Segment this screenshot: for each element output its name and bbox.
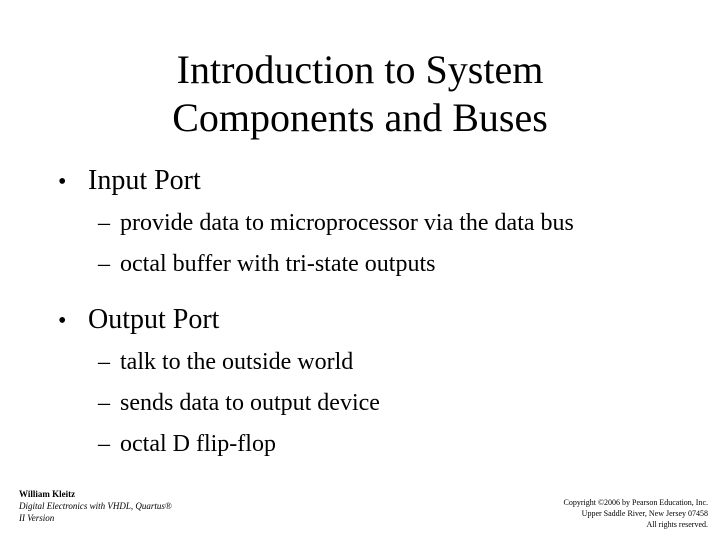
footer-book-line-2: II Version — [19, 513, 55, 523]
footer-copyright-line-2: Upper Saddle River, New Jersey 07458 — [581, 509, 708, 518]
bullet-label: Output Port — [88, 304, 220, 335]
sub-item — [98, 424, 698, 465]
bullet-icon: • — [58, 308, 67, 334]
sub-item — [98, 244, 698, 285]
dash-icon: – — [98, 251, 110, 277]
sub-item-text: provide data to microprocessor via the data bus — [120, 210, 574, 236]
sub-item-text: sends data to output device — [120, 390, 380, 416]
dash-icon: – — [98, 210, 110, 236]
dash-icon: – — [98, 349, 110, 375]
bullet-output-port — [58, 299, 698, 465]
sub-item — [98, 342, 698, 383]
sub-list — [98, 342, 698, 465]
sub-item-text: octal D flip-flop — [120, 431, 276, 457]
bullet-label: Input Port — [88, 165, 201, 196]
bullet-list — [58, 160, 698, 477]
bullet-input-port — [58, 160, 698, 285]
title-line-2: Components and Buses — [172, 95, 548, 140]
footer-copyright-block — [488, 497, 708, 530]
sub-item-text: octal buffer with tri-state outputs — [120, 251, 436, 277]
sub-item — [98, 203, 698, 244]
title-line-1: Introduction to System — [176, 47, 544, 92]
footer-book-line-1: Digital Electronics with VHDL, Quartus® — [19, 501, 172, 511]
dash-icon: – — [98, 431, 110, 457]
footer-copyright-line-3: All rights reserved. — [646, 520, 708, 529]
sub-item-text: talk to the outside world — [120, 349, 354, 375]
sub-item — [98, 383, 698, 424]
dash-icon: – — [98, 390, 110, 416]
bullet-icon: • — [58, 169, 67, 195]
footer-author-block — [19, 488, 259, 524]
footer-copyright-line-1: Copyright ©2006 by Pearson Education, Inc. — [563, 498, 708, 507]
slide-title — [60, 46, 660, 142]
sub-list — [98, 203, 698, 285]
footer-author: William Kleitz — [19, 489, 76, 499]
